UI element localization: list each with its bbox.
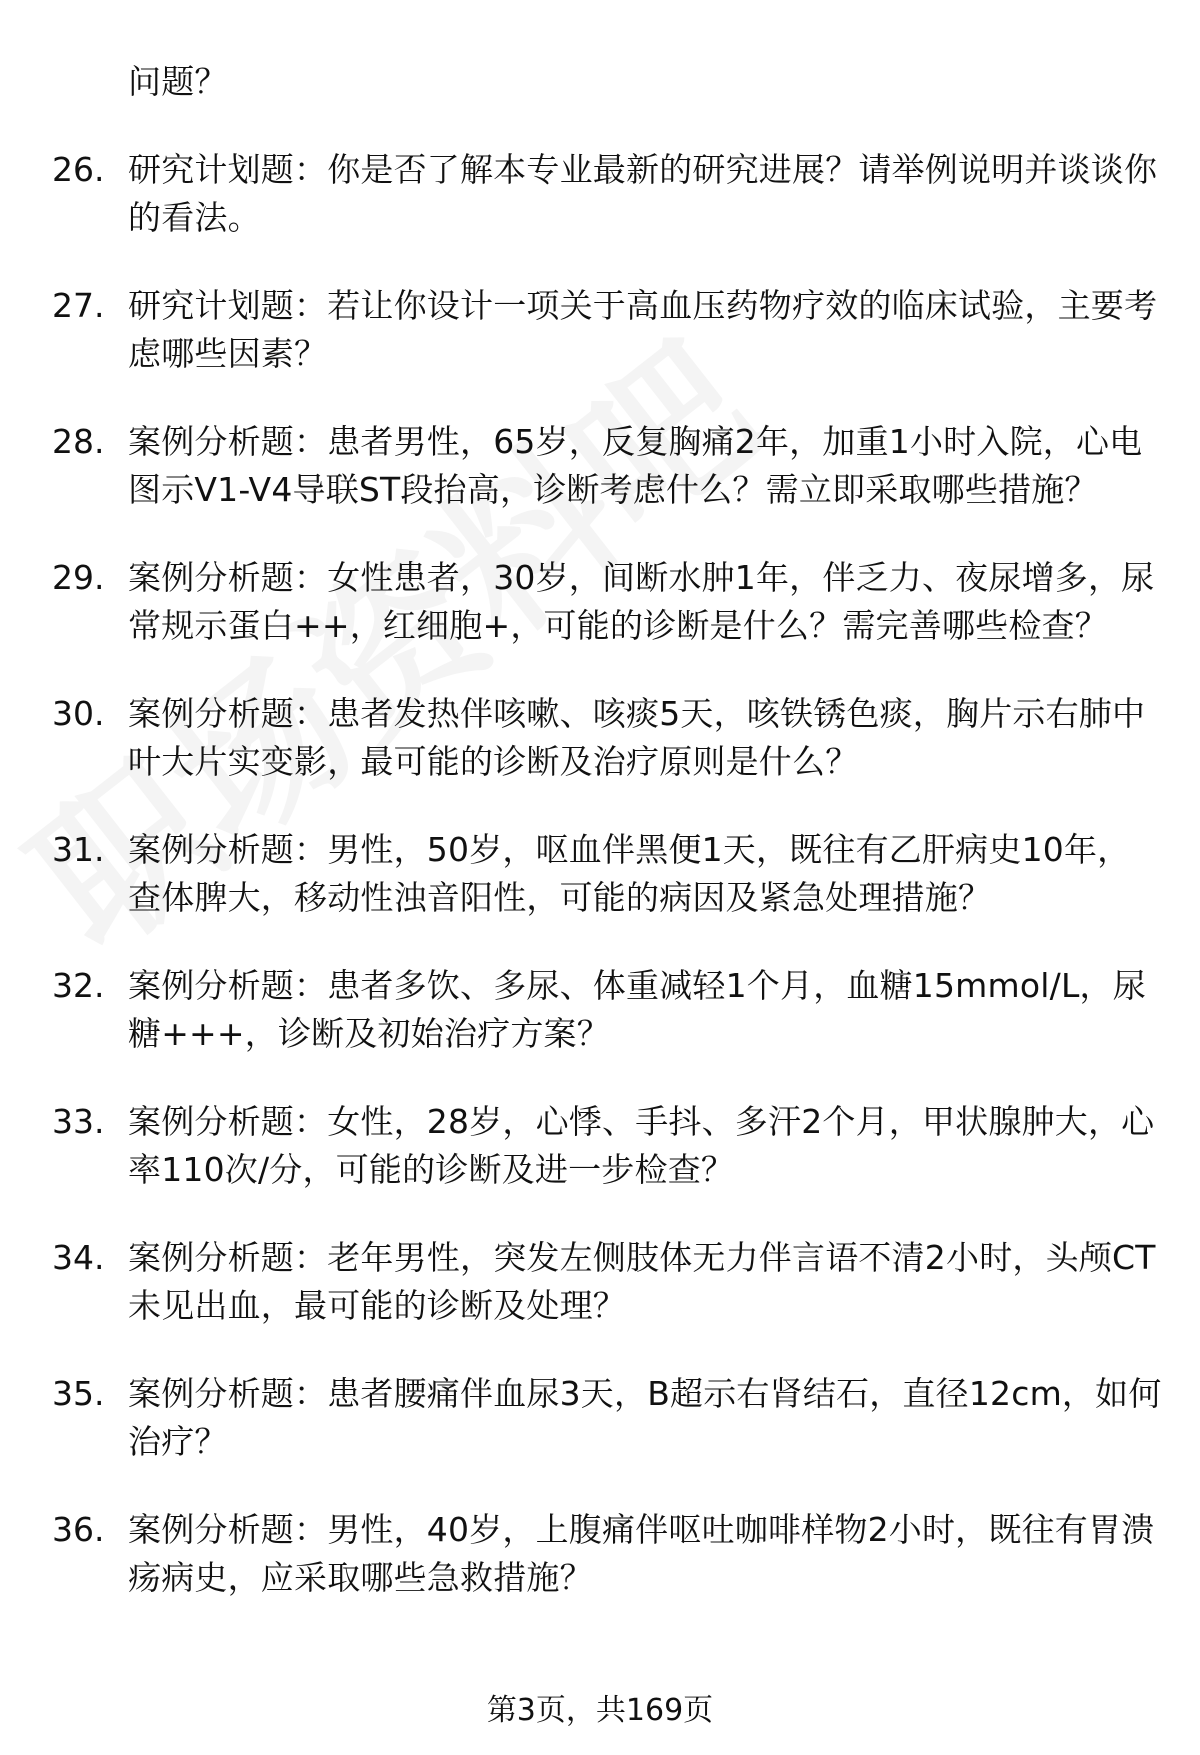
item-text: 案例分析题：男性，40岁，上腹痛伴呕吐咖啡样物2小时，既往有胃溃疡病史，应采取哪些急救措施？: [128, 1510, 1155, 1597]
item-number: 29.: [52, 558, 105, 597]
list-item: [52, 1370, 1162, 1466]
item-number: 30.: [52, 694, 105, 733]
list-item: [52, 282, 1162, 378]
list-item: [52, 690, 1162, 786]
item-text: 案例分析题：患者多饮、多尿、体重减轻1个月，血糖15mmol/L，尿糖+++，诊断及初始治疗方案？: [128, 966, 1146, 1053]
item-text: 案例分析题：女性，28岁，心悸、手抖、多汗2个月，甲状腺肿大，心率110次/分，可能的诊断及进一步检查？: [128, 1102, 1155, 1189]
item-number: 35.: [52, 1374, 105, 1413]
list-item: [52, 1506, 1162, 1602]
item-number: 36.: [52, 1510, 105, 1549]
list-item: [52, 826, 1162, 922]
item-text: 研究计划题：你是否了解本专业最新的研究进展？请举例说明并谈谈你的看法。: [128, 150, 1158, 237]
item-number: 33.: [52, 1102, 105, 1141]
item-number: 27.: [52, 286, 105, 325]
item-number: 31.: [52, 830, 105, 869]
list-item: [52, 962, 1162, 1058]
item-text: 案例分析题：患者男性，65岁，反复胸痛2年，加重1小时入院，心电图示V1-V4导联ST段抬高，诊断考虑什么？需立即采取哪些措施？: [128, 422, 1143, 509]
list-item: [52, 146, 1162, 242]
page-footer: 第3页，共169页: [486, 1693, 714, 1728]
item-text: 研究计划题：若让你设计一项关于高血压药物疗效的临床试验，主要考虑哪些因素？: [128, 286, 1158, 373]
continued-question-text: 问题？: [128, 62, 228, 101]
list-item: [52, 418, 1162, 514]
document-content: [52, 58, 1162, 1642]
item-text: 案例分析题：患者发热伴咳嗽、咳痰5天，咳铁锈色痰，胸片示右肺中叶大片实变影，最可能的诊断及治疗原则是什么？: [128, 694, 1146, 781]
item-number: 32.: [52, 966, 105, 1005]
list-item: [52, 1234, 1162, 1330]
item-number: 26.: [52, 150, 105, 189]
list-item: [52, 554, 1162, 650]
item-text: 案例分析题：女性患者，30岁，间断水肿1年，伴乏力、夜尿增多，尿常规示蛋白++，红细胞+，可能的诊断是什么？需完善哪些检查？: [128, 558, 1155, 645]
item-number: 28.: [52, 422, 105, 461]
item-number: 34.: [52, 1238, 105, 1277]
list-item: [52, 1098, 1162, 1194]
item-text: 案例分析题：老年男性，突发左侧肢体无力伴言语不清2小时，头颅CT未见出血，最可能的诊断及处理？: [128, 1238, 1156, 1325]
item-text: 案例分析题：男性，50岁，呕血伴黑便1天，既往有乙肝病史10年，查体脾大，移动性浊音阳性，可能的病因及紧急处理措施？: [128, 830, 1131, 917]
item-text: 案例分析题：患者腰痛伴血尿3天，B超示右肾结石，直径12cm，如何治疗？: [128, 1374, 1162, 1461]
